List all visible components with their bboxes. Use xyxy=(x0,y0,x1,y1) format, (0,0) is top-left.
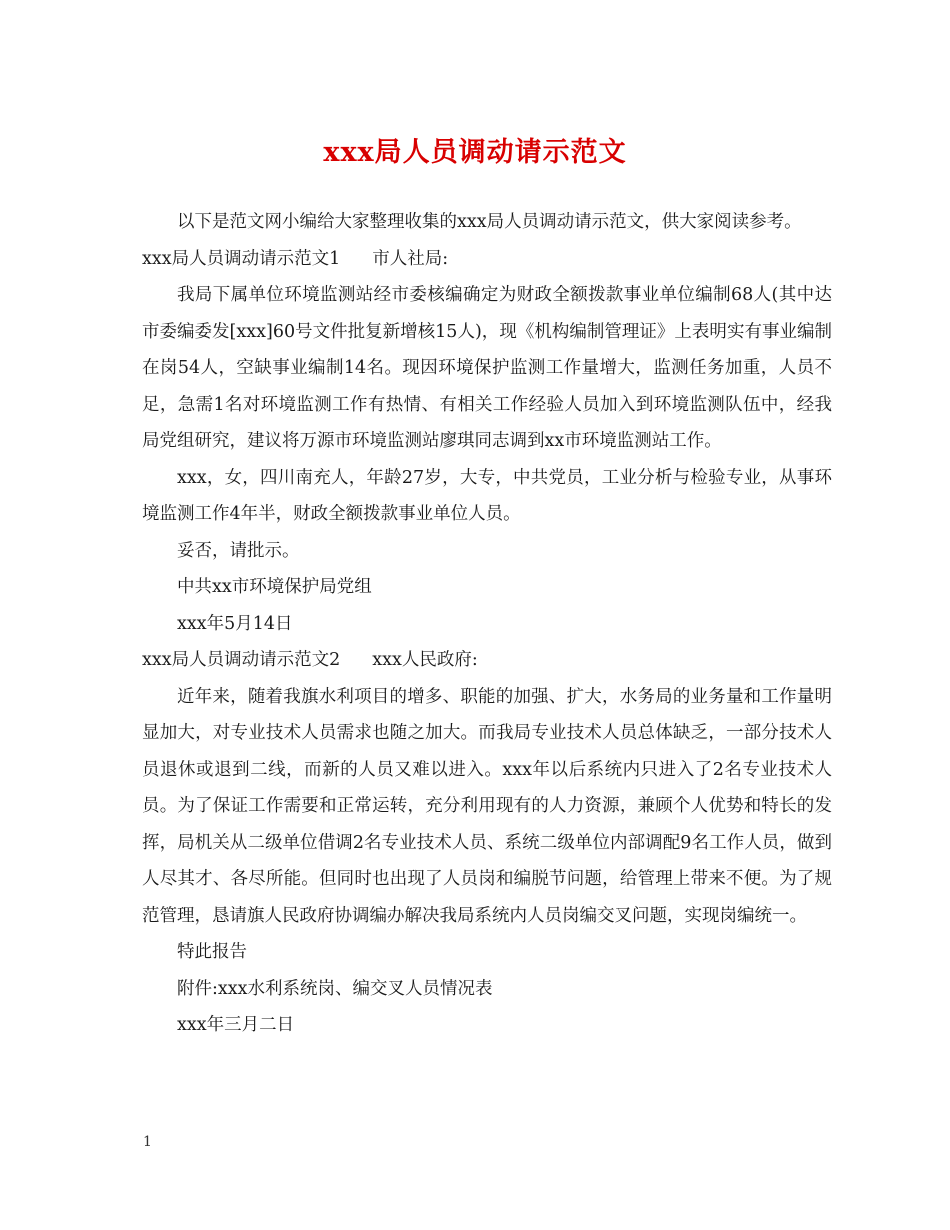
sample1-paragraph-2: xxx，女，四川南充人，年龄27岁，大专，中共党员，工业分析与检验专业，从事环境监测工作4年半，财政全额拨款事业单位人员。 xyxy=(142,467,832,524)
sample1-heading: xxx局人员调动请示范文1 xyxy=(142,248,341,269)
sample2-heading-line xyxy=(142,642,832,679)
document-title: xxx局人员调动请示范文 xyxy=(323,137,627,168)
page-number: 1 xyxy=(143,1134,152,1150)
intro-paragraph: 以下是范文网小编给大家整理收集的xxx局人员调动请示范文，供大家阅读参考。 xyxy=(177,212,802,232)
sample1-date: xxx年5月14日 xyxy=(177,613,293,634)
sample1-signature: 中共xx市环境保护局党组 xyxy=(177,577,372,597)
sample2-attachment: 附件:xxx水利系统岗、编交叉人员情况表 xyxy=(177,978,493,999)
sample2-paragraph-1: 近年来，随着我旗水利项目的增多、职能的加强、扩大，水务局的业务量和工作量明显加大，对专业技术人员需求也随之加大。而我局专业技术人员总体缺乏，一部分技术人员退休或退到二线，而新的人员又难以进入。xxx年以后系统内只进入了2名专业技术人员。为了保证工作需要和正常运转，充分利用现有的人力资源，兼顾个人优势和特长的发挥，局机关从二级单位借调2名专业技术人员、系统二级单位内部调配9名工作人员，做到人尽其才、各尽所能。但同时也出现了人员岗和编脱节问题，给管理上带来不便。为了规范管理，恳请旗人民政府协调编办解决我局系统内人员岗编交叉问题，实现岗编统一。 xyxy=(142,686,832,926)
sample2-heading: xxx局人员调动请示范文2 xyxy=(142,650,341,670)
sample2-closing: 特此报告 xyxy=(177,942,247,962)
document-body xyxy=(142,204,832,1044)
sample1-heading-line xyxy=(142,241,832,278)
sample1-closing: 妥否，请批示。 xyxy=(177,540,300,561)
sample2-recipient: xxx人民政府: xyxy=(372,650,478,670)
sample2-date: xxx年三月二日 xyxy=(177,1015,295,1035)
sample1-recipient: 市人社局: xyxy=(372,248,449,269)
sample1-paragraph-1: 我局下属单位环境监测站经市委核编确定为财政全额拨款事业单位编制68人(其中达市委编委发[xxx]60号文件批复新增核15人)，现《机构编制管理证》上表明实有事业编制在岗54人，空缺事业编制14名。现因环境保护监测工作量增大，监测任务加重，人员不足，急需1名对环境监测工作有热情、有相关工作经验人员加入到环境监测队伍中，经我局党组研究，建议将万源市环境监测站廖琪同志调到xx市环境监测站工作。 xyxy=(142,285,832,451)
